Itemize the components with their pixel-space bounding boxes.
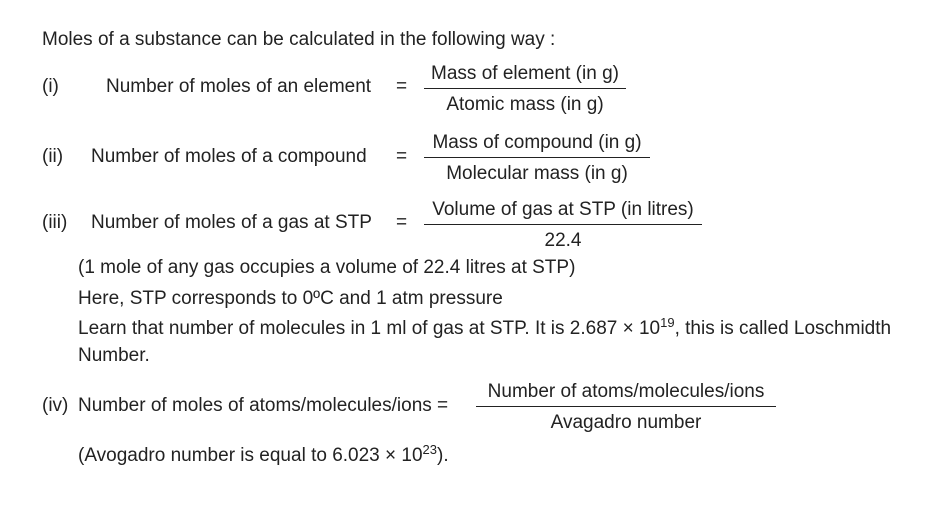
fraction-bar-i [424, 88, 626, 89]
stp-note: Here, STP corresponds to 0ºC and 1 atm pressure [78, 288, 503, 309]
avogadro-note [78, 442, 449, 466]
denominator-i: Atomic mass (in g) [446, 94, 604, 115]
item-label-iv: (iv) [42, 395, 69, 416]
intro-text: Moles of a substance can be calculated in the following way : [42, 29, 556, 50]
item-text-ii: Number of moles of a compound [91, 146, 367, 167]
numerator-iii: Volume of gas at STP (in litres) [432, 199, 694, 220]
item-label-i: (i) [42, 76, 59, 97]
item-label-ii: (ii) [42, 146, 64, 167]
loschmidt-note [78, 315, 892, 339]
fraction-bar-iii [424, 224, 702, 225]
avogadro-text-end: ). [437, 445, 449, 466]
fraction-iii [424, 200, 702, 250]
numerator-ii: Mass of compound (in g) [432, 132, 642, 153]
loschmidt-text-end: , this is called Loschmidth [674, 318, 892, 339]
fraction-i [424, 64, 626, 114]
avogadro-text: (Avogadro number is equal to 6.023 × 10 [78, 445, 423, 466]
item-label-iii: (iii) [42, 212, 68, 233]
numerator-iv: Number of atoms/molecules/ions [487, 381, 765, 402]
fraction-bar-ii [424, 157, 650, 158]
loschmidt-text: Learn that number of molecules in 1 ml of gas at STP. It is 2.687 × 10 [78, 318, 661, 339]
denominator-iii: 22.4 [544, 230, 582, 251]
item-text-iv: Number of moles of atoms/molecules/ions = [78, 395, 449, 416]
item-text-iii: Number of moles of a gas at STP [91, 212, 372, 233]
item-text-i: Number of moles of an element [106, 76, 372, 97]
denominator-iv: Avagadro number [550, 412, 702, 433]
loschmidt-note-line2: Number. [78, 345, 150, 366]
fraction-bar-iv [476, 406, 776, 407]
loschmidt-exponent: 19 [660, 315, 675, 330]
avogadro-exponent: 23 [422, 442, 437, 457]
fraction-ii [424, 133, 650, 183]
equals-sign-iii: = [396, 212, 408, 233]
equals-sign-ii: = [396, 146, 408, 167]
fraction-iv [476, 382, 776, 432]
denominator-ii: Molecular mass (in g) [446, 163, 628, 184]
gas-volume-note: (1 mole of any gas occupies a volume of 22.4 litres at STP) [78, 257, 576, 278]
numerator-i: Mass of element (in g) [431, 63, 619, 84]
equals-sign-i: = [396, 76, 408, 97]
